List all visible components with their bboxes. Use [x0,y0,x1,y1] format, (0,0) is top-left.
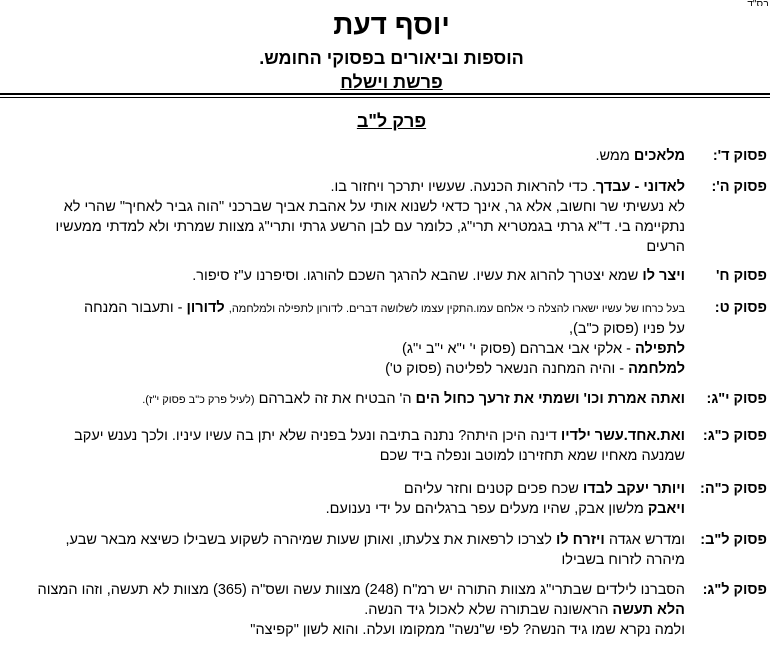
commentary-text: ומדרש אגדה [604,532,685,548]
commentary-text: מלשון אבק, שהיו מעלים עפר ברגליהם על ידי נענועם. [325,501,648,517]
verse-keyword: לאדוני - עבדך [595,179,685,195]
verse-block [0,530,767,572]
verse-commentary [0,146,685,166]
commentary-line: שמנעה מאחיו שמא תחזירנו למוטב ונפלה ביד שכם [379,448,685,464]
commentary-text: שמא יצטרך להרוג את עשיו. שהבא להרגך השכם להורגו. וסיפרנו ע"ז סיפור. [192,268,643,284]
verse-block [0,389,767,411]
verse-label: פסוק ה': [711,179,767,195]
commentary-text: ה' הבטיח את זה לאברהם [254,391,416,407]
verse-label: פסוק י"ג: [706,391,767,407]
commentary-text: לצרכו לרפאות את צלעתו, ואותן שעות שמיהרה לשקוע בשבילו כשיצא מבאר שבע, [65,532,556,548]
verse-block [0,298,767,380]
header-divider-thick [0,93,770,95]
verse-keyword: לדורון [186,300,225,316]
verse-block [0,479,767,521]
verse-commentary [0,580,685,640]
verse-commentary [0,389,685,410]
commentary-line: הסברנו לילדים שבתרי"ג מצוות התורה יש רמ"ח (248) מצוות עשה ושס"ה (365) מצוות לא תעשה, וזהו המצוה [37,582,685,598]
verse-block [0,266,767,288]
verse-commentary [0,479,685,519]
verse-label: פסוק ט: [714,300,767,316]
verse-label: פסוק ח' [715,268,767,284]
commentary-small-text: (לעיל פרק כ"ב פסוק י"ז). [142,394,255,406]
verse-commentary [0,177,685,257]
verse-block [0,177,767,259]
verse-keyword: הלא תעשה [612,602,685,618]
verse-keyword: לתפילה [634,341,685,357]
verse-label: פסוק כ"ג: [702,428,767,444]
verse-label: פסוק ד': [712,148,767,164]
commentary-text: הראשונה שבתורה שלא לאכול גיד הנשה. [364,602,613,618]
verse-label: פסוק ל"ג: [702,582,767,598]
verse-commentary [0,530,685,570]
verse-keyword: ואתה אמרת וכו' ושמתי את זרעך כחול הים [415,391,685,407]
commentary-text: . כדי להראות הכנעה. שעשיו יתרכך ויחזור בו. [330,179,596,195]
page-subtitle: הוספות וביאורים בפסוקי החומש. [259,48,524,68]
commentary-text: דינה היכן היתה? נתנה בתיבה ונעל בפניה שלא יתן בה עשיו עיניו. ולכך נענש יעקב [74,428,561,444]
commentary-line: נתקיימה בי. ד"א גרתי בגמטריא תרי"ג, כלומר עם לבן הרשע גרתי ותרי"ג מצוות שמרתי ולא למדתי ממעשיו [55,219,685,235]
commentary-line: מיהרה לזרוח בשבילו [561,552,685,568]
verse-keyword: ויאבק [647,501,685,517]
header-divider-thin [0,97,770,98]
verse-block [0,580,767,642]
verse-block [0,146,767,168]
commentary-text: שכח פכים קטנים וחזר עליהם [403,481,583,497]
commentary-line: על פניו (פסוק כ"ב), [568,321,685,337]
commentary-text: ממש. [595,148,634,164]
verse-block [0,426,767,468]
verse-commentary [0,266,685,286]
parasha-heading: פרשת וישלח [340,72,443,92]
commentary-line: ולמה נקרא שמו גיד הנשה? לפי ש"נשה" ממקומו ועלה. והוא לשון "קפיצה" [250,622,685,638]
page-title: יוסף דעת [333,9,450,40]
verse-label: פסוק ל"ב: [700,532,767,548]
commentary-line: לא נעשיתי שר וחשוב, אלא גר, אינך כדאי לשנוא אותי על אהבת אביך שברכני "הוה גביר לאחיך" שהרי לא [63,199,685,215]
verse-label: פסוק כ"ה: [700,481,767,497]
verse-commentary [0,298,685,379]
corner-mark: בס"ד [747,0,769,6]
verse-keyword: מלאכים [633,148,685,164]
commentary-text: - אלקי אבי אברהם (פסוק י' י"א י"ב י"ג) [402,341,635,357]
verse-keyword: למלחמה [628,361,685,377]
verse-commentary [0,426,685,466]
commentary-small-text: בעל כרחו של עשיו ישארו להצלה כי אלחם עמו.התקין עצמו לשלושה דברים. לדורון לתפילה ולמלחמה, [228,303,685,315]
commentary-text: - והיה המחנה הנשאר לפליטה (פסוק ט') [385,361,629,377]
verse-keyword: ויצר לו [642,268,685,284]
commentary-text: - ותעבור המנחה [83,300,187,316]
verse-keyword: ויזרח לו [555,532,605,548]
verse-keyword: ואת.אחד.עשר ילדיו [560,428,685,444]
commentary-line: הרעים [646,239,685,255]
verse-keyword: ויותר יעקב לבדו [582,481,685,497]
chapter-heading: פרק ל"ב [356,111,427,131]
